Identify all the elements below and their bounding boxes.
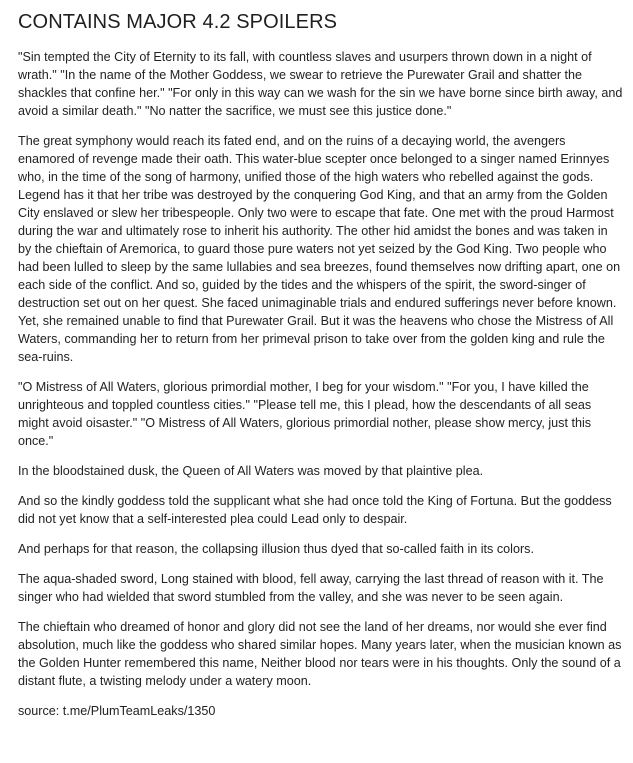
- paragraph-symphony: The great symphony would reach its fated end, and on the ruins of a decaying world, the avengers enamored of revenge made their oath. This water-blue scepter once belonged to a singer named Erinnyes who, in the time of the song of harmony, unified those of the high waters who rebelled against the gods. Legend has it that her tribe was destroyed by the conquering God King, and that an army from the Golden City enslaved or slew her tribespeople. Only two were to escape that fate. One met with the proud Harmost during the war and ultimately rose to inherit his authority. The other hid amidst the bones and was taken in by the chieftain of Aremorica, to guard those pure waters not yet seized by the God King. Two people who had been lulled to sleep by the same lullabies and sea breezes, found themselves now drifting apart, one on each side of the conflict. And so, guided by the tides and the whispers of the spirit, the sword-singer of destruction set out on her quest. She faced unimaginable trials and endured sufferings never before known. Yet, she remained unable to find that Purewater Grail. But it was the heavens who chose the Mistress of All Waters, commanding her to return from her primeval prison to take over from the golden king and rule the sea-ruins.: [18, 134, 621, 364]
- paragraph-oath: "Sin tempted the City of Eternity to its fall, with countless slaves and usurpers thrown down in a night of wrath." "In the name of the Mother Goddess, we swear to retrieve the Purewater Grail and shatter the shackles that confine her." "For only in this way can we wash for the sin we have borne since birth away, and avoid a similar death." "No natter the sacrifice, we must see this justice done.": [18, 50, 623, 118]
- post-title: CONTAINS MAJOR 4.2 SPOILERS: [18, 11, 338, 33]
- source-line: source: t.me/PlumTeamLeaks/1350: [18, 704, 216, 718]
- paragraph-chieftain: The chieftain who dreamed of honor and glory did not see the land of her dreams, nor would she ever find absolution, much like the goddess who shared similar hopes. Many years later, when the musician known as the Golden Hunter remembered this name, Neither blood nor tears were in his thoughts. Only the sound of a distant flute, a twisting melody under a watery moon.: [18, 620, 622, 688]
- paragraph-dusk: In the bloodstained dusk, the Queen of All Waters was moved by that plaintive plea.: [18, 464, 484, 478]
- paragraph-sword: The aqua-shaded sword, Long stained with blood, fell away, carrying the last thread of reason with it. The singer who had wielded that sword stumbled from the valley, and she was never to be seen again.: [18, 572, 604, 604]
- paragraph-illusion: And perhaps for that reason, the collapsing illusion thus dyed that so-called faith in its colors.: [18, 542, 534, 556]
- paragraph-plea: "O Mistress of All Waters, glorious primordial mother, I beg for your wisdom." "For you, I have killed the unrighteous and toppled countless cities." "Please tell me, this I plead, how the descendants of all seas might avoid oisaster." "O Mistress of All Waters, glorious primordial nother, please show mercy, just this once.": [18, 380, 592, 448]
- paragraph-goddess: And so the kindly goddess told the supplicant what she had once told the King of Fortuna. But the goddess did not yet know that a self-interested plea could Lead only to despair.: [18, 494, 612, 526]
